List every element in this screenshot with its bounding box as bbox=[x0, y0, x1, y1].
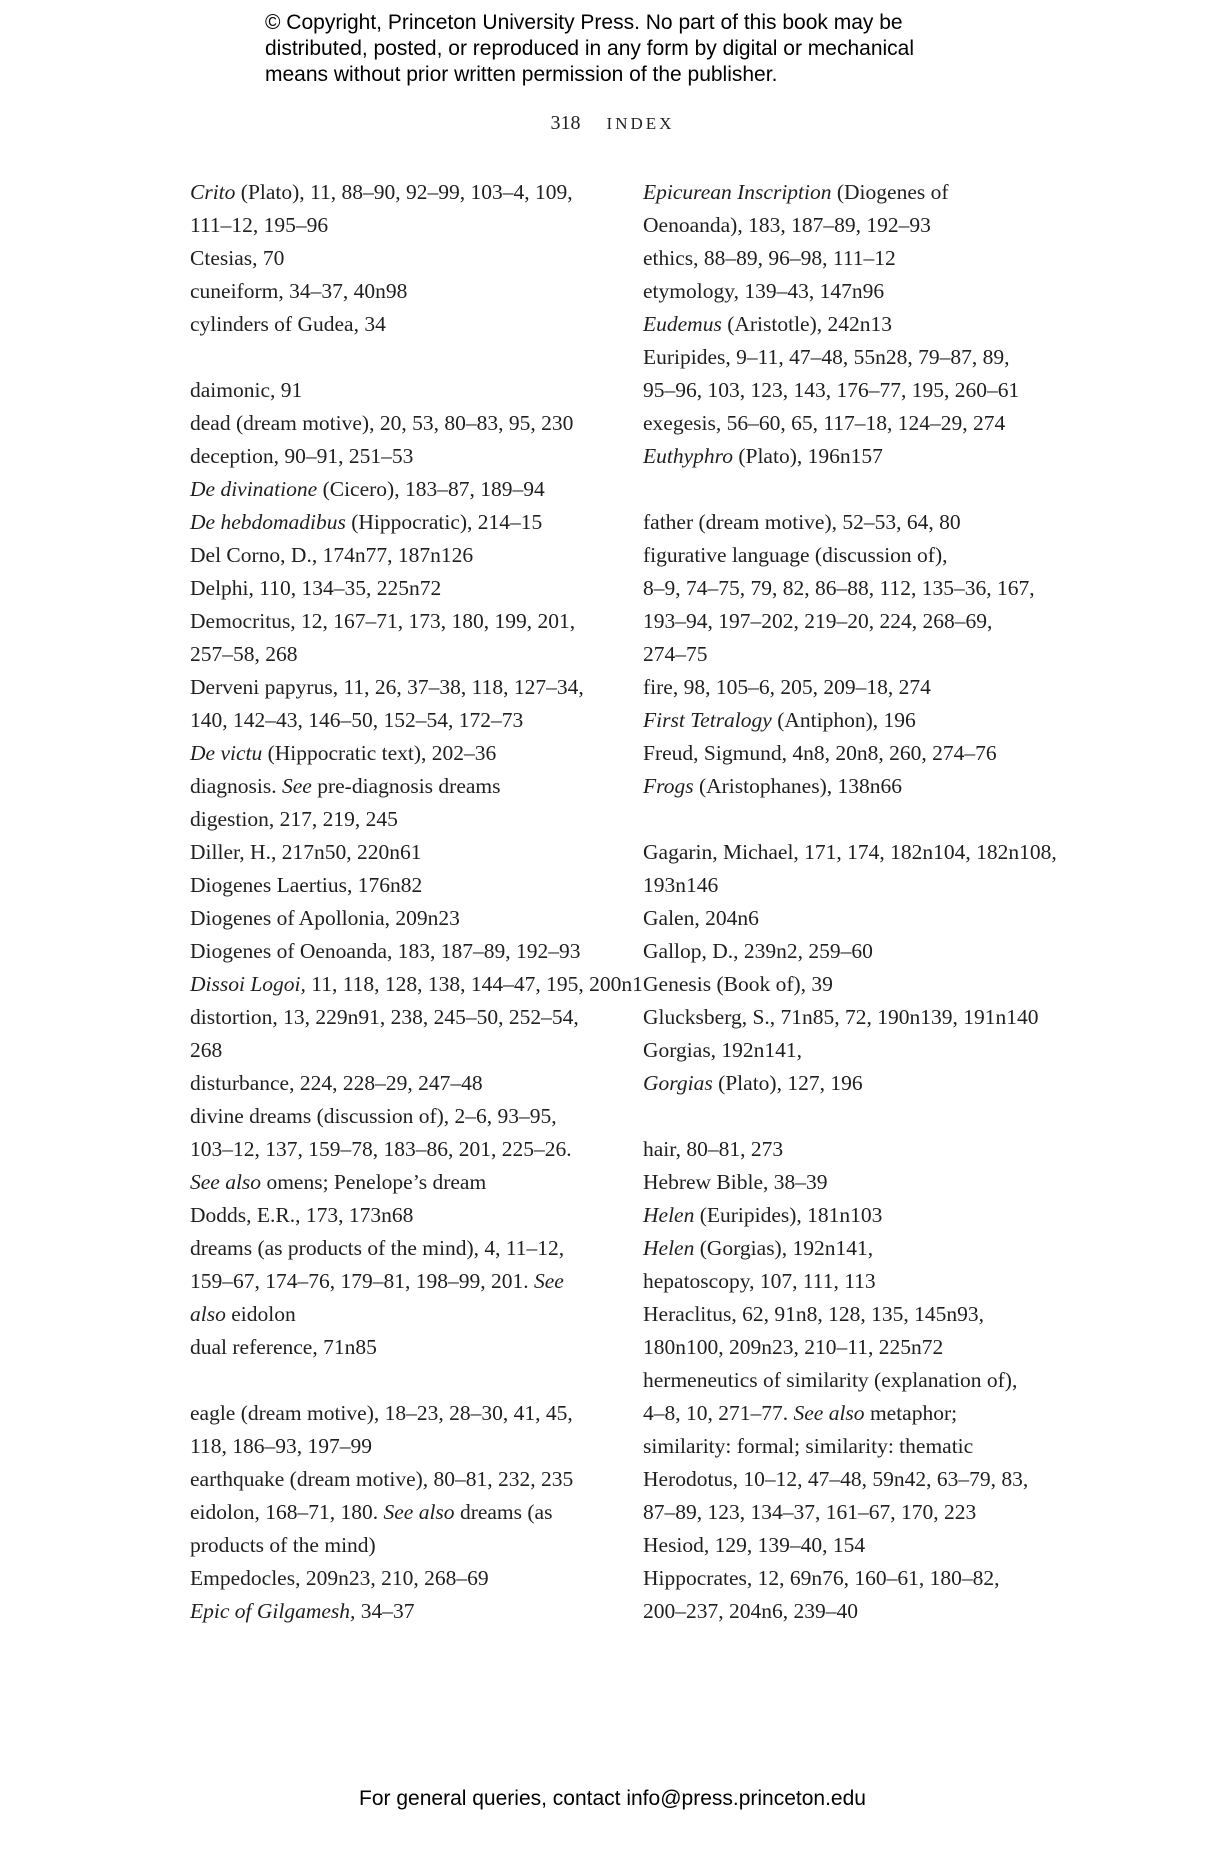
index-entry: father (dream motive), 52–53, 64, 80 bbox=[643, 510, 961, 534]
index-entry: Herodotus, 10–12, 47–48, 59n42, 63–79, 83, 87–89, 123, 134–37, 161–67, 170, 223 bbox=[643, 1467, 1029, 1524]
index-entry: Frogs (Aristophanes), 138n66 bbox=[643, 774, 902, 798]
copyright-line: © Copyright, Princeton University Press. No part of this book may be bbox=[265, 11, 903, 34]
index-entry: De divinatione (Cicero), 183–87, 189–94 bbox=[190, 477, 545, 501]
index-entry: Gorgias (Plato), 127, 196 bbox=[643, 1071, 863, 1095]
index-entry: Heraclitus, 62, 91n8, 128, 135, 145n93, 180n100, 209n23, 210–11, 225n72 bbox=[643, 1302, 984, 1359]
index-entry: Crito (Plato), 11, 88–90, 92–99, 103–4, 109, 111–12, 195–96 bbox=[190, 180, 573, 237]
index-entry: Democritus, 12, 167–71, 173, 180, 199, 201, 257–58, 268 bbox=[190, 609, 576, 666]
copyright-line: distributed, posted, or reproduced in any form by digital or mechanical bbox=[265, 37, 915, 60]
footer-contact: For general queries, contact info@press.princeton.edu bbox=[359, 1787, 866, 1810]
index-entry: Euripides, 9–11, 47–48, 55n28, 79–87, 89, 95–96, 103, 123, 143, 176–77, 195, 260–61 bbox=[643, 345, 1020, 402]
index-entry: Eudemus (Aristotle), 242n13 bbox=[643, 312, 893, 336]
index-entry: Diller, H., 217n50, 220n61 bbox=[190, 840, 422, 864]
index-entry: Ctesias, 70 bbox=[190, 246, 285, 270]
index-entry: deception, 90–91, 251–53 bbox=[190, 444, 414, 468]
index-entry: De victu (Hippocratic text), 202–36 bbox=[190, 741, 497, 765]
index-entry: hermeneutics of similarity (explanation of), 4–8, 10, 271–77. See also metaphor; similarity: formal; similarity: thematic bbox=[643, 1368, 1018, 1458]
index-entry: distortion, 13, 229n91, 238, 245–50, 252–54, 268 bbox=[190, 1005, 579, 1062]
index-entry: cuneiform, 34–37, 40n98 bbox=[190, 279, 408, 303]
index-entry: Diogenes of Apollonia, 209n23 bbox=[190, 906, 460, 930]
index-entry: dual reference, 71n85 bbox=[190, 1335, 377, 1359]
index-entry: First Tetralogy (Antiphon), 196 bbox=[643, 708, 916, 732]
index-entry: daimonic, 91 bbox=[190, 378, 303, 402]
copyright-line: means without prior written permission of the publisher. bbox=[265, 63, 778, 86]
index-entry: Dissoi Logoi, 11, 118, 128, 138, 144–47, 195, 200n1 bbox=[190, 972, 643, 996]
index-entry: Epicurean Inscription (Diogenes of Oenoanda), 183, 187–89, 192–93 bbox=[643, 180, 949, 237]
index-entry: Genesis (Book of), 39 bbox=[643, 972, 833, 996]
index-entry: cylinders of Gudea, 34 bbox=[190, 312, 386, 336]
index-entry: digestion, 217, 219, 245 bbox=[190, 807, 398, 831]
index-entry: hair, 80–81, 273 bbox=[643, 1137, 784, 1161]
copyright-notice bbox=[265, 10, 1025, 88]
index-entry: Glucksberg, S., 71n85, 72, 190n139, 191n140 bbox=[643, 1005, 1039, 1029]
index-entry: Dodds, E.R., 173, 173n68 bbox=[190, 1203, 414, 1227]
index-entry: Delphi, 110, 134–35, 225n72 bbox=[190, 576, 442, 600]
index-column-left bbox=[190, 176, 660, 1628]
index-entry: eidolon, 168–71, 180. See also dreams (as products of the mind) bbox=[190, 1500, 553, 1557]
index-entry: De hebdomadibus (Hippocratic), 214–15 bbox=[190, 510, 543, 534]
index-entry: dead (dream motive), 20, 53, 80–83, 95, 230 bbox=[190, 411, 574, 435]
running-head bbox=[0, 112, 1225, 135]
index-entry: Galen, 204n6 bbox=[643, 906, 759, 930]
index-entry: exegesis, 56–60, 65, 117–18, 124–29, 274 bbox=[643, 411, 1006, 435]
index-entry: Derveni papyrus, 11, 26, 37–38, 118, 127–34, 140, 142–43, 146–50, 152–54, 172–73 bbox=[190, 675, 584, 732]
index-entry: figurative language (discussion of), 8–9, 74–75, 79, 82, 86–88, 112, 135–36, 167, 193–94, 197–202, 219–20, 224, 268–69, 274–75 bbox=[643, 543, 1035, 666]
index-entry: dreams (as products of the mind), 4, 11–12, 159–67, 174–76, 179–81, 198–99, 201. See also eidolon bbox=[190, 1236, 565, 1326]
index-entry: Hebrew Bible, 38–39 bbox=[643, 1170, 828, 1194]
index-entry: etymology, 139–43, 147n96 bbox=[643, 279, 885, 303]
index-entry: Gallop, D., 239n2, 259–60 bbox=[643, 939, 873, 963]
index-entry: Freud, Sigmund, 4n8, 20n8, 260, 274–76 bbox=[643, 741, 997, 765]
index-entry: diagnosis. See pre-diagnosis dreams bbox=[190, 774, 501, 798]
index-column-right bbox=[643, 176, 1113, 1628]
index-entry: fire, 98, 105–6, 205, 209–18, 274 bbox=[643, 675, 931, 699]
index-entry: Hesiod, 129, 139–40, 154 bbox=[643, 1533, 866, 1557]
index-entry: Del Corno, D., 174n77, 187n126 bbox=[190, 543, 474, 567]
index-entry: Gorgias, 192n141, bbox=[643, 1038, 803, 1062]
index-entry: Diogenes Laertius, 176n82 bbox=[190, 873, 423, 897]
page-title: INDEX bbox=[606, 114, 675, 133]
index-entry: Euthyphro (Plato), 196n157 bbox=[643, 444, 883, 468]
index-entry: eagle (dream motive), 18–23, 28–30, 41, 45, 118, 186–93, 197–99 bbox=[190, 1401, 573, 1458]
index-entry: Helen (Euripides), 181n103 bbox=[643, 1203, 883, 1227]
index-entry: Epic of Gilgamesh, 34–37 bbox=[190, 1599, 415, 1623]
index-entry: Gagarin, Michael, 171, 174, 182n104, 182n108, 193n146 bbox=[643, 840, 1057, 897]
index-entry: Empedocles, 209n23, 210, 268–69 bbox=[190, 1566, 489, 1590]
index-entry: disturbance, 224, 228–29, 247–48 bbox=[190, 1071, 483, 1095]
index-entry: Helen (Gorgias), 192n141, bbox=[643, 1236, 874, 1260]
index-entry: ethics, 88–89, 96–98, 111–12 bbox=[643, 246, 896, 270]
index-entry: earthquake (dream motive), 80–81, 232, 235 bbox=[190, 1467, 574, 1491]
index-entry: Diogenes of Oenoanda, 183, 187–89, 192–93 bbox=[190, 939, 581, 963]
index-entry: divine dreams (discussion of), 2–6, 93–95, 103–12, 137, 159–78, 183–86, 201, 225–26. See also omens; Penelope’s dream bbox=[190, 1104, 572, 1194]
index-entry: hepatoscopy, 107, 111, 113 bbox=[643, 1269, 876, 1293]
page-number: 318 bbox=[550, 112, 581, 134]
index-entry: Hippocrates, 12, 69n76, 160–61, 180–82, 200–237, 204n6, 239–40 bbox=[643, 1566, 1000, 1623]
